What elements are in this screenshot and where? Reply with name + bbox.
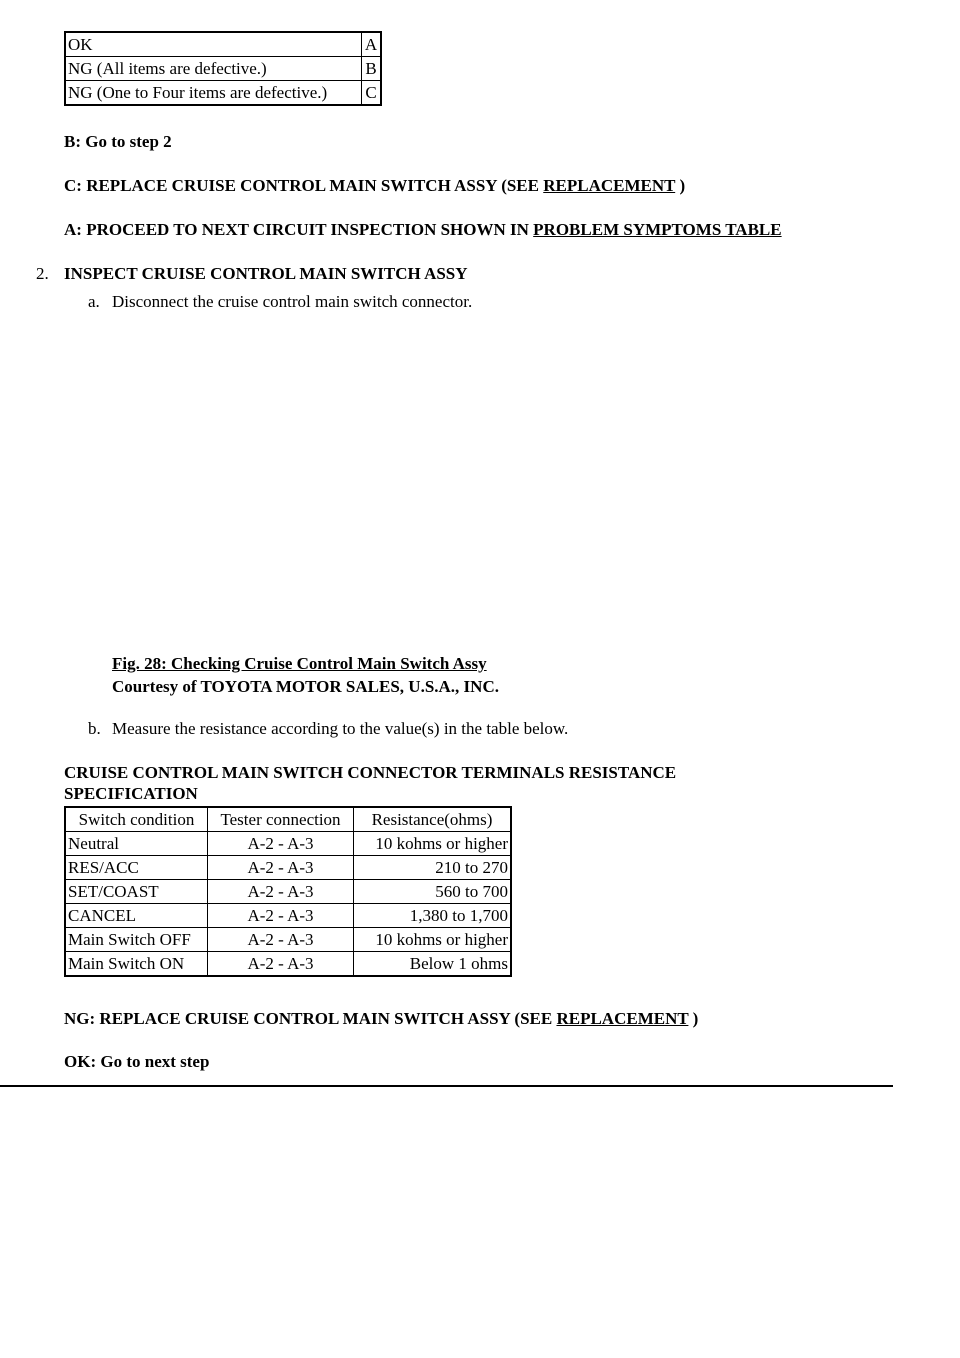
result-code-cell: A xyxy=(362,32,382,57)
tester-connection-cell: A-2 - A-3 xyxy=(208,856,354,880)
replacement-link[interactable]: REPLACEMENT xyxy=(556,1009,689,1028)
header-tester-connection: Tester connection xyxy=(208,807,354,832)
result-b-text: B: Go to step 2 xyxy=(64,132,172,151)
result-ng-text: NG: REPLACE CRUISE CONTROL MAIN SWITCH ASSY (SEE xyxy=(64,1009,557,1028)
table-row xyxy=(65,832,511,856)
result-code-cell: B xyxy=(362,57,382,81)
resistance-cell: 210 to 270 xyxy=(354,856,512,880)
result-condition-cell: NG (All items are defective.) xyxy=(65,57,362,81)
substep-b-label: b. xyxy=(88,719,101,738)
resistance-cell: 560 to 700 xyxy=(354,880,512,904)
header-switch-condition: Switch condition xyxy=(65,807,208,832)
resistance-cell: 10 kohms or higher xyxy=(354,832,512,856)
result-a-text: A: PROCEED TO NEXT CIRCUIT INSPECTION SHOWN IN xyxy=(64,220,534,239)
figure-caption-link[interactable]: Fig. 28: Checking Cruise Control Main Switch Assy xyxy=(112,654,487,673)
table-row xyxy=(65,57,381,81)
result-ng-line xyxy=(64,1009,698,1029)
result-table xyxy=(64,31,382,106)
header-resistance: Resistance(ohms) xyxy=(354,807,512,832)
substep-b-text: Measure the resistance according to the value(s) in the table below. xyxy=(112,719,569,738)
table-row xyxy=(65,928,511,952)
tester-connection-cell: A-2 - A-3 xyxy=(208,832,354,856)
tester-connection-cell: A-2 - A-3 xyxy=(208,952,354,977)
table-row xyxy=(65,880,511,904)
switch-condition-cell: CANCEL xyxy=(65,904,208,928)
switch-condition-cell: Main Switch ON xyxy=(65,952,208,977)
switch-condition-cell: SET/COAST xyxy=(65,880,208,904)
switch-condition-cell: Neutral xyxy=(65,832,208,856)
figure-image-area xyxy=(112,325,632,645)
tester-connection-cell: A-2 - A-3 xyxy=(208,928,354,952)
replacement-link[interactable]: REPLACEMENT xyxy=(543,176,676,195)
resistance-cell: 10 kohms or higher xyxy=(354,928,512,952)
step-number: 2. xyxy=(36,264,49,283)
problem-symptoms-table-link[interactable]: PROBLEM SYMPTOMS TABLE xyxy=(533,220,782,239)
table-row xyxy=(65,32,381,57)
spec-table xyxy=(64,806,512,977)
resistance-cell: Below 1 ohms xyxy=(354,952,512,977)
tester-connection-cell: A-2 - A-3 xyxy=(208,880,354,904)
step-title: INSPECT CRUISE CONTROL MAIN SWITCH ASSY xyxy=(64,264,468,283)
result-c-text: C: REPLACE CRUISE CONTROL MAIN SWITCH ASSY (SEE xyxy=(64,176,544,195)
section-divider xyxy=(0,1085,893,1087)
result-ng-suffix: ) xyxy=(688,1009,699,1028)
result-code-cell: C xyxy=(362,81,382,106)
table-row xyxy=(65,904,511,928)
figure-credit: Courtesy of TOYOTA MOTOR SALES, U.S.A., INC. xyxy=(112,677,499,696)
table-row xyxy=(65,952,511,977)
result-ok-text: OK: Go to next step xyxy=(64,1052,210,1071)
table-row xyxy=(65,81,381,106)
table-row xyxy=(65,856,511,880)
substep-a-label: a. xyxy=(88,292,100,311)
substep-a-text: Disconnect the cruise control main switch connector. xyxy=(112,292,473,311)
result-c-line xyxy=(64,176,685,196)
result-a-line xyxy=(64,220,782,240)
tester-connection-cell: A-2 - A-3 xyxy=(208,904,354,928)
result-condition-cell: NG (One to Four items are defective.) xyxy=(65,81,362,106)
spec-title-line1: CRUISE CONTROL MAIN SWITCH CONNECTOR TERMINALS RESISTANCE xyxy=(64,763,677,782)
spec-title-line2: SPECIFICATION xyxy=(64,784,198,803)
result-c-suffix: ) xyxy=(675,176,686,195)
switch-condition-cell: RES/ACC xyxy=(65,856,208,880)
table-header-row xyxy=(65,807,511,832)
result-condition-cell: OK xyxy=(65,32,362,57)
resistance-cell: 1,380 to 1,700 xyxy=(354,904,512,928)
switch-condition-cell: Main Switch OFF xyxy=(65,928,208,952)
